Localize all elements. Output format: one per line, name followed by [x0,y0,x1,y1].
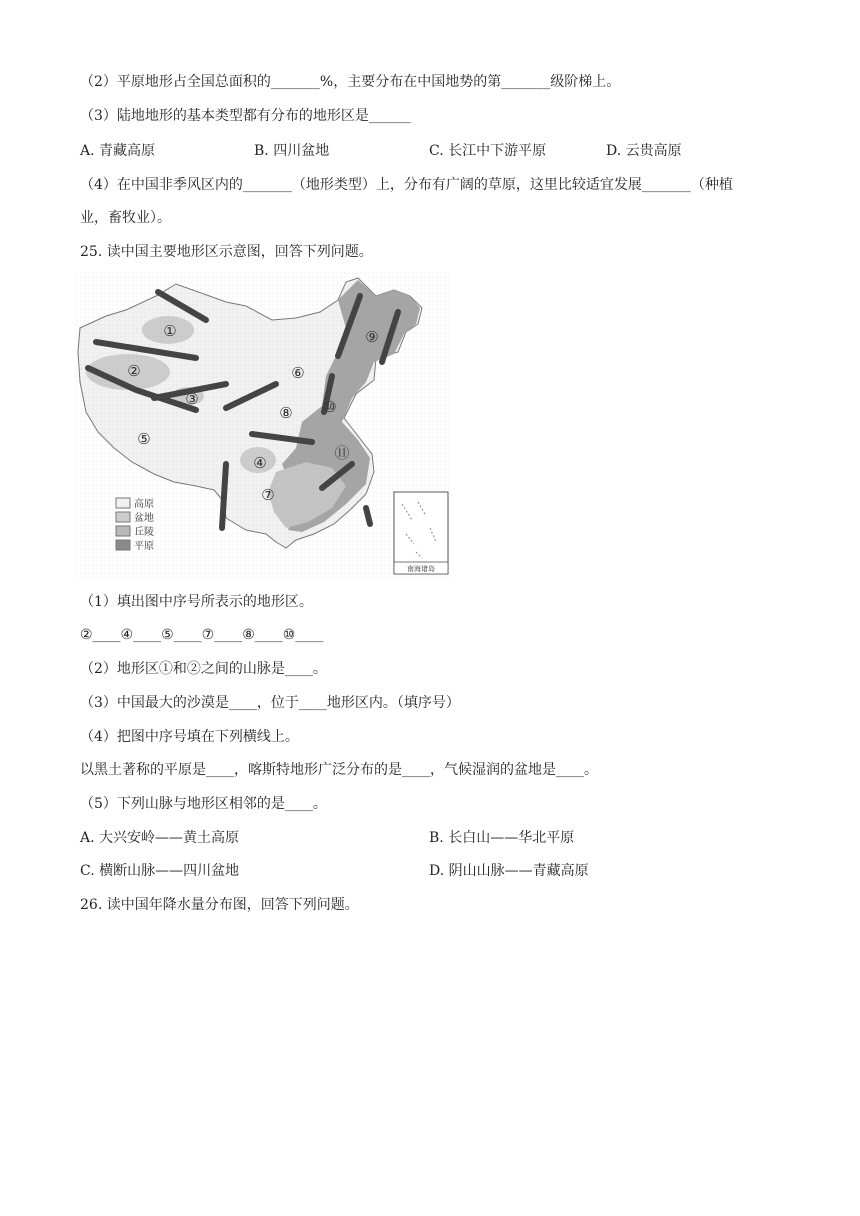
q24-part3: （3）陆地地形的基本类型都有分布的地形区是______ [80,108,411,124]
q25-option-b: B. 长白山——华北平原 [429,830,575,846]
region-label-11: ⑪ [334,444,350,462]
region-label-3: ③ [185,390,199,408]
inset-label: 南海诸岛 [407,565,435,573]
q26-stem: 26. 读中国年降水量分布图，回答下列问题。 [80,897,359,913]
legend-hills: 丘陵 [134,527,154,538]
legend-plateau: 高原 [134,499,154,510]
q24-option-d: D. 云贵高原 [606,143,682,159]
region-label-8: ⑧ [279,404,293,422]
q25-part2: （2）地形区①和②之间的山脉是____。 [80,661,327,677]
q25-stem: 25. 读中国主要地形区示意图，回答下列问题。 [80,244,373,260]
q24-part2: （2）平原地形占全国总面积的_______%，主要分布在中国地势的第_______级阶梯上。 [80,74,621,90]
range-hengduan [222,464,226,528]
q24-part4-line1: （4）在中国非季风区内的_______（地形类型）上，分布有广阔的草原，这里比较适宜发展_______（种植 [80,177,733,193]
q25-option-d: D. 阴山山脉——青藏高原 [429,863,589,879]
q24-option-b: B. 四川盆地 [254,143,330,159]
region-label-6: ⑥ [291,364,305,382]
region-label-4: ④ [253,454,267,472]
q25-part4: （4）把图中序号填在下列横线上。 [80,729,299,745]
q25-option-c: C. 横断山脉——四川盆地 [80,863,240,879]
region-label-1: ① [163,322,177,340]
q25-part5: （5）下列山脉与地形区相邻的是____。 [80,796,327,812]
legend-plain: 平原 [134,541,154,552]
region-label-7: ⑦ [261,486,275,504]
china-landform-map [76,272,452,578]
q24-part4-line2: 业，畜牧业）。 [80,210,171,226]
q25-part4-detail: 以黑土著称的平原是____，喀斯特地形广泛分布的是____，气候湿润的盆地是____。 [80,762,598,778]
q24-option-c: C. 长江中下游平原 [429,143,547,159]
region-label-5: ⑤ [137,430,151,448]
range-taiwan [366,508,370,524]
q25-part1-blanks: ②____④____⑤____⑦____⑧____⑩____ [80,627,324,643]
q25-option-a: A. 大兴安岭——黄土高原 [80,830,240,846]
q24-option-a: A. 青藏高原 [80,143,156,159]
legend-basin: 盆地 [134,513,154,524]
region-label-10: ⑩ [323,398,337,416]
south-china-sea-inset [394,492,448,574]
region-label-2: ② [127,362,141,380]
q25-part1: （1）填出图中序号所表示的地形区。 [80,594,313,610]
region-label-9: ⑨ [365,328,379,346]
q25-part3: （3）中国最大的沙漠是____，位于____地形区内。（填序号） [80,695,460,711]
